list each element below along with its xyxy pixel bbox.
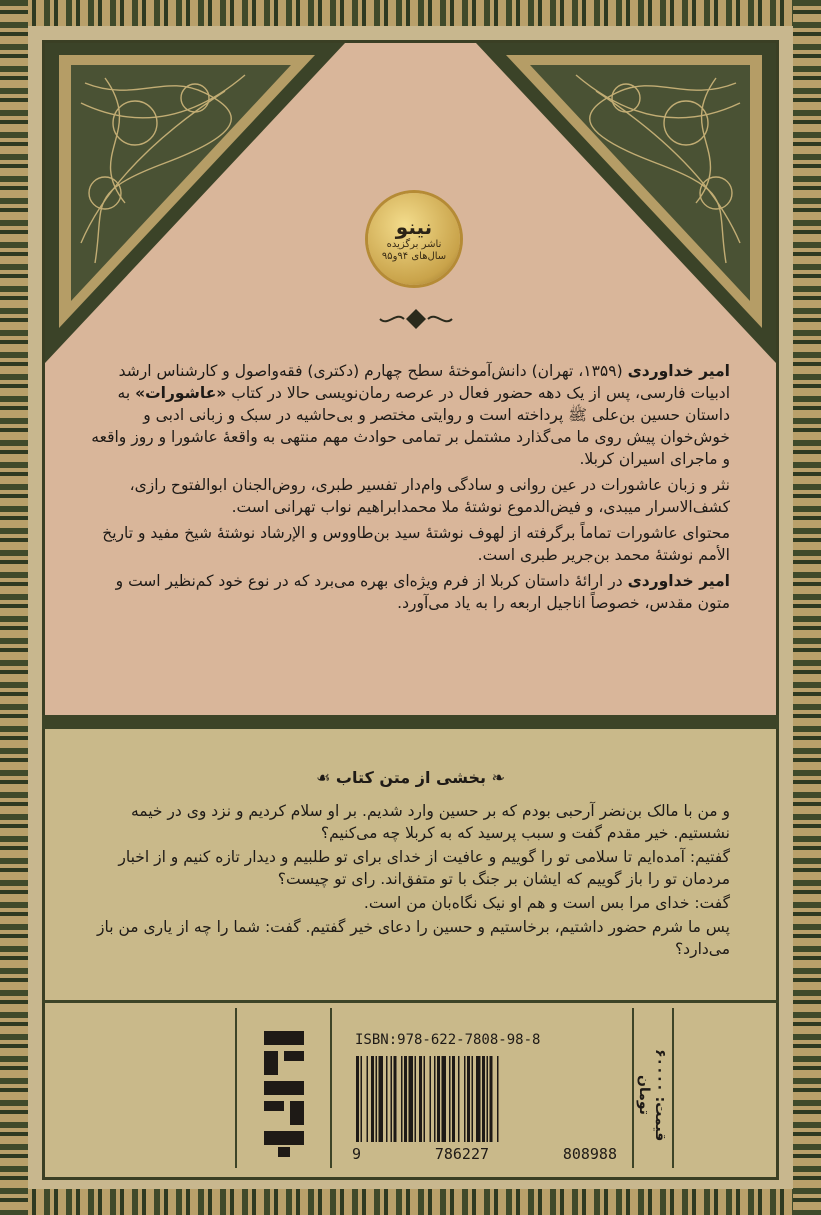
intro-p1-end: به داستان حسین بن‌علی ﷺ پرداخته است و روایتی مختصر و بی‌حاشیه در سبک و زبانی ادبی و خوش‌خوان پیش روی ما می‌گذارد مشتمل بر تمامی حوادث مهم منتهی به واقعهٔ عاشورا و روز واقعه و ماجرای اسیران کربلا. xyxy=(91,384,730,468)
barcode-first-digit: 9 xyxy=(352,1145,362,1163)
barcode-bar xyxy=(472,1056,474,1142)
award-badge xyxy=(368,193,460,285)
badge-line-1: ناشر برگزیده xyxy=(386,239,442,250)
ornament-divider-icon xyxy=(376,307,456,331)
barcode-bar xyxy=(391,1056,393,1142)
barcode-group-1: 786227 xyxy=(434,1145,490,1163)
intro-paragraph-2: نثر و زبان عاشورات در عین روانی و سادگی وام‌دار تفسیر طبری، روض‌الجنان ابوالفتوح رازی، کشف‌الاسرار میبدی، و فیض‌الدموع نوشتهٔ ملا محمدابراهیم نواب تهرانی است. xyxy=(129,476,730,516)
excerpt-paragraph-1: و من با مالک بن‌نضر آرحبی بودم که بر حسین وارد شدیم. بر او سلام کردیم و نزد وی در خیمه نشستیم. خیر مقدم گفت و سبب پرسید که به کربلا چه می‌کنیم؟ xyxy=(130,802,730,842)
column-line-3 xyxy=(632,1008,634,1168)
barcode-bar xyxy=(379,1056,384,1142)
excerpt-heading xyxy=(0,768,821,787)
barcode-bar xyxy=(482,1056,485,1142)
barcode-bar xyxy=(467,1056,470,1142)
excerpt-paragraph-4: پس ما شرم حضور داشتیم، برخاستیم و حسین را دعای خیر گفتیم. گفت: شما را چه از یاری من باز می‌دارد؟ xyxy=(97,918,730,958)
author-name: امیر خداوردی xyxy=(627,362,730,380)
barcode xyxy=(352,1056,617,1142)
author-name-2: امیر خداوردی xyxy=(627,572,730,590)
barcode-bar xyxy=(442,1056,447,1142)
intro-text xyxy=(90,360,730,618)
barcode-bar xyxy=(376,1056,378,1142)
intro-paragraph-4 xyxy=(90,570,730,614)
isbn-text: ISBN:978-622-7808-98-8 xyxy=(355,1032,541,1048)
price-label: قیمت: ۶۰۰۰۰ تومان xyxy=(636,1048,668,1142)
ornamental-border-top xyxy=(0,0,821,26)
barcode-bar xyxy=(452,1056,455,1142)
barcode-bar xyxy=(404,1056,407,1142)
barcode-bar xyxy=(419,1056,422,1142)
book-title: «عاشورات» xyxy=(135,384,227,402)
column-line-2 xyxy=(330,1008,332,1168)
barcode-bar xyxy=(487,1056,489,1142)
barcode-bar xyxy=(430,1056,432,1142)
ornament-left-icon: ❧ xyxy=(486,768,506,787)
intro-p1-text: (۱۳۵۹، تهران) دانش‌آموختهٔ سطح چهارم (دکتری) فقه‌واصول و کارشناس ارشد ادبیات فارسی، پس از یک دهه حضور فعال در عرصه رمان‌نویسی حالا در کتاب xyxy=(118,362,730,402)
barcode-bar xyxy=(458,1056,460,1142)
barcode-bar xyxy=(401,1056,403,1142)
barcode-group-2: 808988 xyxy=(562,1145,617,1163)
excerpt-title-text: بخشی از متن کتاب xyxy=(335,768,487,787)
ornament-right-icon: ☙ xyxy=(315,768,336,787)
intro-paragraph-1 xyxy=(90,360,730,470)
bottom-divider xyxy=(42,1000,779,1003)
column-line-4 xyxy=(672,1008,674,1168)
section-divider xyxy=(42,715,779,729)
barcode-bar xyxy=(394,1056,397,1142)
badge-line-2: سال‌های ۹۴و۹۵ xyxy=(381,251,447,262)
ornamental-border-bottom xyxy=(0,1189,821,1215)
excerpt-paragraph-3: گفت: خدای مرا بس است و هم او نیک نگاه‌بان من است. xyxy=(363,894,730,912)
barcode-bar xyxy=(437,1056,440,1142)
ornamental-border-right xyxy=(793,0,821,1215)
column-line-1 xyxy=(235,1008,237,1168)
publisher-logo xyxy=(260,1025,308,1160)
badge-logo: ﻧﻴﻨﻮ xyxy=(395,215,433,239)
barcode-bar xyxy=(386,1056,388,1142)
barcode-bar xyxy=(449,1056,451,1142)
barcode-bar xyxy=(424,1056,426,1142)
excerpt-text xyxy=(90,800,730,962)
barcode-bar xyxy=(371,1056,374,1142)
ornamental-border-left xyxy=(0,0,28,1215)
barcode-bar xyxy=(476,1056,481,1142)
barcode-bar xyxy=(497,1056,499,1142)
intro-p4-text: در ارائهٔ داستان کربلا از فرم ویژه‌ای بهره می‌برد که در نوع خود کم‌نظیر است و متون مقدس، خصوصاً اناجیل اربعه را به یاد می‌آورد. xyxy=(115,572,730,612)
arabesque-triangle-right xyxy=(476,43,776,363)
barcode-bar xyxy=(356,1056,359,1142)
excerpt-paragraph-2: گفتیم: آمده‌ایم تا سلامی تو را گوییم و عافیت از خدای برای تو طلبیم و دیدار تازه کنیم و از اخبار مردمان تو را باز گوییم که ایشان بر جنگ با تو متفق‌اند. رای تو چیست؟ xyxy=(118,848,730,888)
barcode-bar xyxy=(490,1056,493,1142)
barcode-bar xyxy=(415,1056,417,1142)
barcode-bar xyxy=(464,1056,466,1142)
barcode-digits xyxy=(352,1145,617,1163)
barcode-bar xyxy=(434,1056,436,1142)
barcode-bar xyxy=(409,1056,414,1142)
arabesque-triangle-left xyxy=(45,43,345,363)
barcode-bar xyxy=(361,1056,363,1142)
barcode-bar xyxy=(367,1056,369,1142)
intro-paragraph-3: محتوای عاشورات تماماً برگرفته از لهوف نوشتهٔ سید بن‌طاووس و الإرشاد نوشتهٔ شیخ مفید و تاریخ الأمم نوشتهٔ محمد بن‌جریر طبری است. xyxy=(102,524,730,564)
